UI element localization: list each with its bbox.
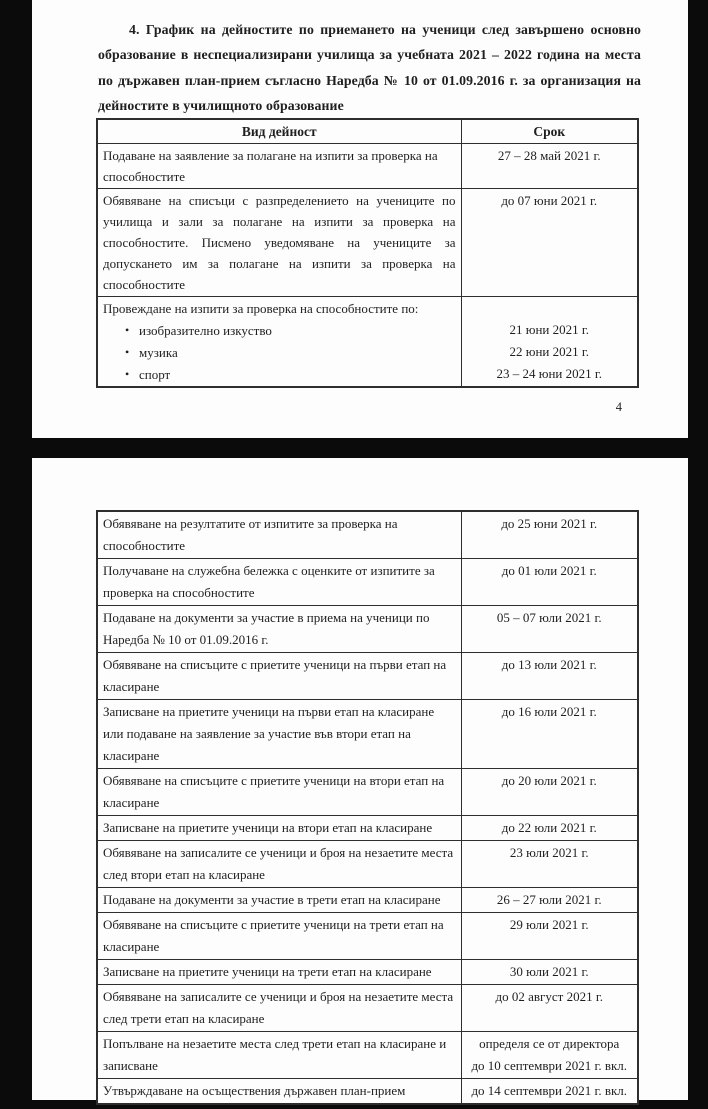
term-cell [461, 769, 638, 816]
term-cell [461, 700, 638, 769]
term-cell [461, 1032, 638, 1079]
term-cell [461, 1079, 638, 1105]
term-text: 29 юли 2021 г. [509, 917, 589, 932]
activity-text: Записване на приетите ученици на трети етап на класиране [103, 964, 432, 979]
table-row [97, 888, 638, 913]
table-row [97, 985, 638, 1032]
term-text: до 25 юни 2021 г. [501, 516, 598, 531]
table-row [97, 1032, 638, 1079]
bullet-text: изобразително изкуство [139, 323, 272, 338]
table-row [97, 189, 638, 297]
activity-text: Обявяване на списъци с разпределението на учениците по училища и зали за полагане на изпити за проверка на способностите. Писмено уведомяване на учениците за допускането им за полагане на изпити за проверка на способностите [103, 193, 456, 292]
activity-cell [97, 511, 461, 559]
table-row [97, 960, 638, 985]
activity-text: Обявяване на записалите се ученици и броя на незаетите места след трети етап на класиране [103, 989, 454, 1026]
term-cell [461, 960, 638, 985]
activity-text: Попълване на незаетите места след трети етап на класиране и записване [103, 1036, 447, 1073]
schedule-table-page-2 [96, 510, 639, 1105]
activity-cell [97, 985, 461, 1032]
table-row [97, 769, 638, 816]
activity-text: Обявяване на списъците с приетите ученици на първи етап на класиране [103, 657, 447, 694]
table-row [97, 841, 638, 888]
term-text: до 13 юли 2021 г. [501, 657, 597, 672]
term-text: до 02 август 2021 г. [495, 989, 603, 1004]
document-heading: 4. График на дейностите по приемането на ученици след завършено основно образование в неспециализирани училища за учебната 2021 – 2022 година на места по държавен план-прием съгласно Наредба № 10 от 01.09.2016 г. за организация на дейностите в училищното образование [98, 21, 641, 114]
term-text: до 01 юли 2021 г. [501, 563, 597, 578]
page-number: 4 [615, 400, 622, 414]
table-row [97, 700, 638, 769]
term-text: до 16 юли 2021 г. [501, 704, 597, 719]
activity-cell [97, 816, 461, 841]
term-text: до 20 юли 2021 г. [501, 773, 597, 788]
activity-cell [97, 769, 461, 816]
bullet-icon: • [125, 345, 130, 359]
bullet-icon: • [125, 367, 130, 381]
table-header-row [97, 119, 638, 144]
bullet-item [103, 364, 456, 385]
term-cell [461, 888, 638, 913]
term-cell [461, 559, 638, 606]
term-text: 21 юни 2021 г. [509, 322, 589, 337]
term-cell [461, 144, 638, 189]
column-header-activity: Вид дейност [97, 119, 461, 144]
activity-cell [97, 297, 461, 388]
term-text: 27 – 28 май 2021 г. [497, 148, 601, 163]
schedule-table-page-1 [96, 118, 639, 388]
table-row [97, 297, 638, 388]
activity-text: Записване на приетите ученици на първи етап на класиране или подаване на заявление за участие във втори етап на класиране [103, 704, 435, 763]
term-text: до 07 юни 2021 г. [501, 193, 598, 208]
activity-text: Подаване на документи за участие в приема на ученици по Наредба № 10 от 01.09.2016 г. [103, 610, 430, 647]
term-cell [461, 189, 638, 297]
activity-cell [97, 700, 461, 769]
activity-text: Обявяване на резултатите от изпитите за проверка на способностите [103, 516, 398, 553]
bullet-text: спорт [139, 367, 171, 382]
activity-cell [97, 144, 461, 189]
activity-text: Обявяване на списъците с приетите ученици на трети етап на класиране [103, 917, 444, 954]
document-page-1 [32, 0, 688, 438]
term-text: определя се от директора [479, 1036, 620, 1051]
table-row [97, 913, 638, 960]
activity-text: Записване на приетите ученици на втори етап на класиране [103, 820, 433, 835]
term-text: 26 – 27 юли 2021 г. [496, 892, 602, 907]
table-row [97, 816, 638, 841]
column-header-term: Срок [461, 119, 638, 144]
term-text: до 14 септември 2021 г. вкл. [471, 1083, 628, 1098]
term-text: 05 – 07 юли 2021 г. [496, 610, 602, 625]
table-row [97, 144, 638, 189]
table-row [97, 559, 638, 606]
activity-text: Обявяване на списъците с приетите ученици на втори етап на класиране [103, 773, 445, 810]
activity-cell [97, 1032, 461, 1079]
bullet-text: музика [139, 345, 178, 360]
term-text: до 10 септември 2021 г. вкл. [471, 1058, 628, 1073]
activity-text: Утвърждаване на осъществения държавен план-прием [103, 1083, 406, 1098]
table-row [97, 511, 638, 559]
activity-cell [97, 841, 461, 888]
term-cell [461, 297, 638, 388]
document-page-2 [32, 458, 688, 1100]
activity-cell [97, 888, 461, 913]
term-cell [461, 985, 638, 1032]
term-text: 23 – 24 юни 2021 г. [496, 366, 602, 381]
term-cell [461, 511, 638, 559]
term-text: 22 юни 2021 г. [509, 344, 589, 359]
table-row [97, 653, 638, 700]
bullet-item [103, 342, 456, 363]
activity-cell [97, 559, 461, 606]
activity-cell [97, 606, 461, 653]
bullet-item [103, 320, 456, 341]
activity-text: Подаване на документи за участие в трети етап на класиране [103, 892, 441, 907]
activity-text: Подаване на заявление за полагане на изпити за проверка на способностите [103, 148, 438, 184]
term-cell [461, 653, 638, 700]
activity-cell [97, 1079, 461, 1105]
term-cell [461, 816, 638, 841]
term-text: 23 юли 2021 г. [509, 845, 589, 860]
table-row [97, 606, 638, 653]
activity-cell [97, 960, 461, 985]
activity-text: Получаване на служебна бележка с оценките от изпитите за проверка на способностите [103, 563, 435, 600]
term-cell [461, 913, 638, 960]
activity-cell [97, 189, 461, 297]
term-cell [461, 606, 638, 653]
bullet-icon: • [125, 323, 130, 337]
activity-cell [97, 913, 461, 960]
activity-text: Провеждане на изпити за проверка на способностите по: [103, 301, 419, 316]
table-row [97, 1079, 638, 1105]
activity-cell [97, 653, 461, 700]
term-cell [461, 841, 638, 888]
term-text: до 22 юли 2021 г. [501, 820, 597, 835]
term-text: 30 юли 2021 г. [509, 964, 589, 979]
activity-text: Обявяване на записалите се ученици и броя на незаетите места след втори етап на класиране [103, 845, 454, 882]
